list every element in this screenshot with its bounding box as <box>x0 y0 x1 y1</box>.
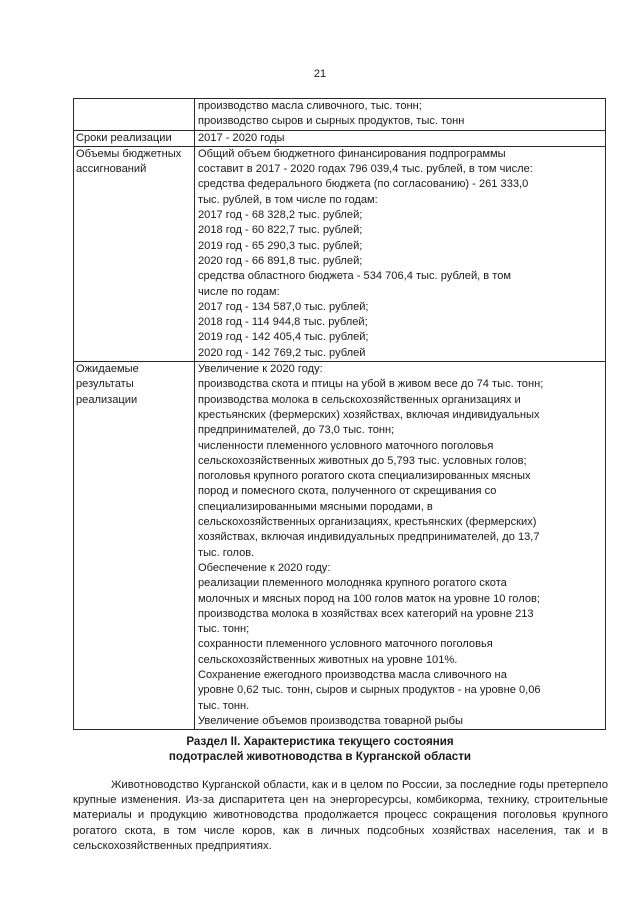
table-line: производства молока в сельскохозяйственных организациях и <box>198 393 521 406</box>
table-line: Увеличение объемов производства товарной рыбы <box>198 714 463 727</box>
table-line: численности племенного условного маточного поголовья <box>198 439 494 452</box>
table-line: уровне 0,62 тыс. тонн, сыров и сырных продуктов - на уровне 0,06 <box>198 684 541 697</box>
table-label-cell: Сроки реализации <box>74 130 195 146</box>
table-line: 2018 год - 114 944,8 тыс. рублей; <box>198 316 368 329</box>
table-line: молочных и мясных пород на 100 голов маток на уровне 10 голов; <box>198 592 540 605</box>
table-label-cell: Объемы бюджетных ассигнований <box>74 146 195 361</box>
table-line: средства федерального бюджета (по согласованию) - 261 333,0 <box>198 178 529 191</box>
table-line: предпринимателей, до 73,0 тыс. тонн; <box>198 424 395 437</box>
subprogram-passport-table <box>73 98 606 730</box>
table-line: специализированными мясными породами, в <box>198 500 433 513</box>
table-line: поголовья крупного рогатого скота специализированных мясных <box>198 470 531 483</box>
table-line: 2020 год - 142 769,2 тыс. рублей <box>198 346 366 359</box>
table-line: 2018 год - 60 822,7 тыс. рублей; <box>198 224 363 237</box>
table-line: производство масла сливочного, тыс. тонн; <box>198 100 422 112</box>
table-line: тыс. тонн; <box>198 623 250 636</box>
body-paragraph: Животноводство Курганской области, как и в целом по России, за последние годы претерпело крупные изменения. Из-за диспаритета цен на энергоресурсы, комбикорма, технику, строительные материалы и продукцию животноводства продолжается процесс сокращения поголовья крупного рогатого скота, в том числе коров, как в личных подсобных хозяйствах населения, так и в сельскохозяйственных предприятиях. <box>73 779 608 852</box>
table-line: производства скота и птицы на убой в живом весе до 74 тыс. тонн; <box>198 378 544 391</box>
section-heading <box>0 734 640 764</box>
table-value-cell-continuation <box>195 99 606 131</box>
page-number: 21 <box>313 68 327 80</box>
table-line: сельскохозяйственных организациях, крестьянских (фермерских) <box>198 516 537 529</box>
section-heading-line-1: Раздел II. Характеристика текущего состояния <box>186 735 454 748</box>
table-row-results <box>74 362 606 730</box>
table-line: 2017 - 2020 годы <box>198 131 285 144</box>
table-line: тыс. рублей, в том числе по годам: <box>198 193 378 206</box>
table-line: числе по годам: <box>198 285 280 298</box>
table-line: тыс. голов. <box>198 546 255 559</box>
table-line: крестьянских (фермерских) хозяйствах, включая индивидуальных <box>198 408 540 421</box>
table-line: 2017 год - 68 328,2 тыс. рублей; <box>198 209 363 222</box>
table-line: пород и помесного скота, полученного от скрещивания со <box>198 485 497 498</box>
table-line: Увеличение к 2020 году: <box>198 363 323 376</box>
table-line: 2019 год - 142 405,4 тыс. рублей; <box>198 331 369 344</box>
table-line: сельскохозяйственных животных до 5,793 тыс. условных голов; <box>198 454 527 467</box>
table-line: 2020 год - 66 891,8 тыс. рублей; <box>198 254 363 267</box>
table-line: средства областного бюджета - 534 706,4 тыс. рублей, в том <box>198 270 512 283</box>
table-line: Сохранение ежегодного производства масла сливочного на <box>198 668 507 681</box>
table-label-cell: Ожидаемые результаты реализации <box>74 362 195 730</box>
table-label-cell-empty <box>74 99 195 131</box>
table-value-cell-timeline <box>195 130 606 146</box>
table-line: производство сыров и сырных продуктов, тыс. тонн <box>198 115 465 128</box>
table-row-continuation <box>74 99 606 131</box>
table-line: тыс. тонн. <box>198 699 250 712</box>
table-line: Общий объем бюджетного финансирования подпрограммы <box>198 147 506 160</box>
table-line: составит в 2017 - 2020 годах 796 039,4 тыс. рублей, в том числе: <box>198 163 533 176</box>
table-row-timeline <box>74 130 606 146</box>
table-value-cell-results <box>195 362 606 730</box>
table-line: 2017 год - 134 587,0 тыс. рублей; <box>198 300 369 313</box>
table-line: реализации племенного молодняка крупного рогатого скота <box>198 577 507 590</box>
table-value-cell-budget <box>195 146 606 361</box>
table-line: сельскохозяйственных животных на уровне 101%. <box>198 653 458 666</box>
table-row-budget <box>74 146 606 361</box>
section-body <box>73 778 608 854</box>
table-line: сохранности племенного условного маточного поголовья <box>198 638 493 651</box>
table-line: производства молока в хозяйствах всех категорий на уровне 213 <box>198 607 534 620</box>
table-line: хозяйствах, включая индивидуальных предпринимателей, до 13,7 <box>198 531 540 544</box>
section-heading-line-2: подотраслей животноводства в Курганской области <box>168 750 472 763</box>
table-line: Обеспечение к 2020 году: <box>198 561 331 574</box>
table-line: 2019 год - 65 290,3 тыс. рублей; <box>198 239 363 252</box>
